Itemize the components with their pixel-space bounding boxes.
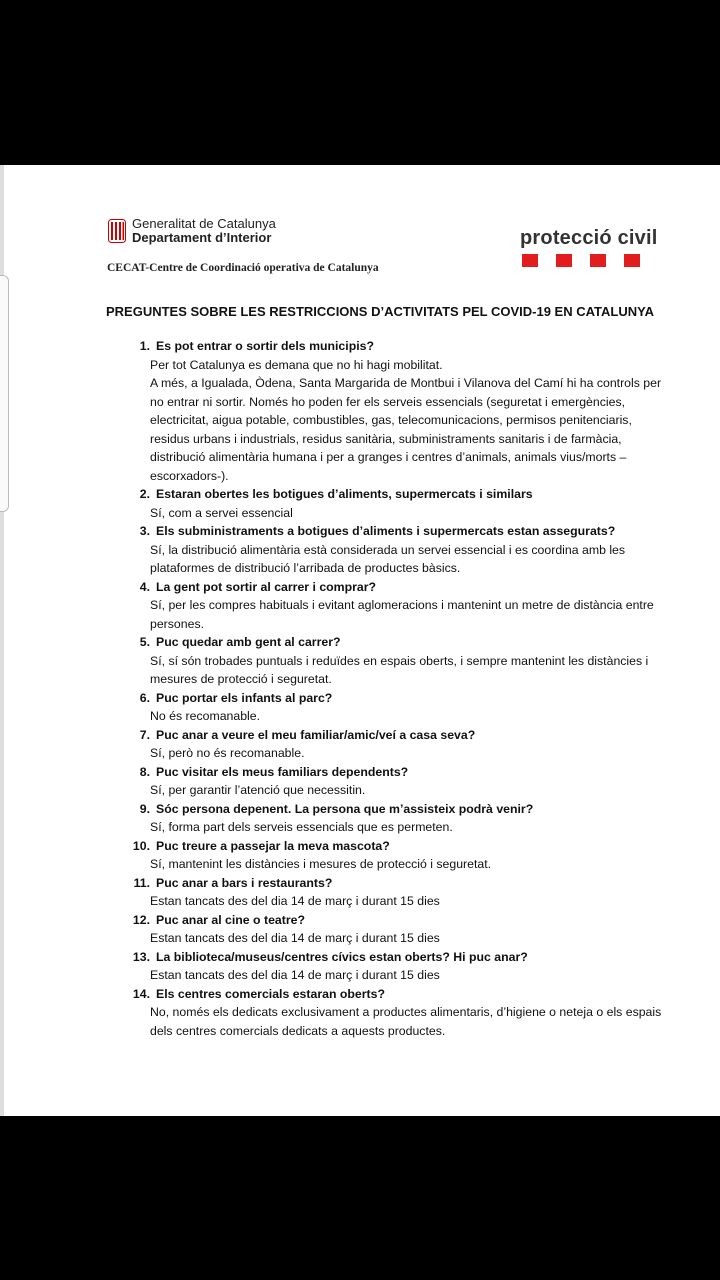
question — [130, 874, 662, 893]
answer-paragraph: Estan tancats des del dia 14 de març i durant 15 dies — [150, 968, 440, 982]
question-text: Sóc persona depenent. La persona que m’assisteix podrà venir? — [156, 801, 534, 816]
answer — [150, 781, 662, 800]
document-page — [0, 165, 720, 1116]
question-text: Puc anar a bars i restaurants? — [156, 875, 333, 890]
question-number: 9. — [139, 801, 150, 816]
answer — [150, 541, 662, 578]
answer-paragraph: Sí, per garantir l’atenció que necessitin. — [150, 783, 366, 797]
answer — [150, 596, 662, 633]
answer-paragraph: Sí, la distribució alimentària està considerada un servei essencial i es coordina amb les plataformes de distribució l’arribada de productes bàsics. — [150, 542, 626, 575]
cecat-header: CECAT-Centre de Coordinació operativa de Catalunya — [107, 262, 379, 274]
answer — [150, 966, 662, 985]
answer — [150, 855, 662, 874]
answer — [150, 744, 662, 763]
question-text: Es pot entrar o sortir dels municipis? — [156, 339, 374, 353]
proteccio-civil-logo — [520, 227, 658, 267]
question-number: 1. — [139, 339, 150, 353]
question-text: La gent pot sortir al carrer i comprar? — [156, 579, 377, 594]
catalan-flag-icon — [108, 219, 126, 243]
question-number: 8. — [139, 764, 150, 779]
question-text: Estaran obertes les botigues d’aliments, supermercats i similars — [156, 487, 533, 501]
answer — [150, 1003, 662, 1040]
question-list — [130, 337, 662, 1040]
question — [130, 485, 662, 504]
question — [130, 800, 662, 819]
answer-paragraph: No, només els dedicats exclusivament a productes alimentaris, d’higiene o neteja o els espais dels centres comercials dedicats a aquests productes. — [150, 1005, 662, 1038]
question-number: 2. — [139, 487, 150, 501]
answer-paragraph: A més, a Igualada, Òdena, Santa Margarida de Montbui i Vilanova del Camí hi ha controls per no entrar ni sortir. Només ho poden fer els serveis essencials (seguretat i emergències, electricitat, aigua potable, combustibles, gas, telecomunicacions, permisos penitenciaris, residus urbans i industrials, residus sanitària, subministraments sanitaris i de farmàcia, distribució alimentària humana i per a granges i centres d’animals, animals vius/morts – escorxadors-). — [150, 376, 662, 483]
answer-paragraph: Sí, per les compres habituals i evitant aglomeracions i mantenint un metre de distància entre persones. — [150, 598, 654, 631]
question-text: Puc anar a veure el meu familiar/amic/veí a casa seva? — [156, 727, 476, 742]
document-title: PREGUNTES SOBRE LES RESTRICCIONS D’ACTIVITATS PEL COVID-19 EN CATALUNYA — [106, 304, 654, 319]
question — [130, 633, 662, 652]
question-number: 10. — [132, 838, 150, 853]
question-number: 5. — [139, 635, 150, 649]
answer — [150, 652, 662, 689]
question — [130, 522, 662, 541]
question — [130, 837, 662, 856]
department-name: Departament d’Interior — [132, 230, 272, 245]
answer — [150, 929, 662, 948]
question-number: 14. — [132, 986, 150, 1001]
answer-paragraph: Estan tancats des del dia 14 de març i durant 15 dies — [150, 894, 440, 908]
question-text: Puc quedar amb gent al carrer? — [156, 635, 341, 649]
question-number: 3. — [139, 524, 150, 538]
question-text: Puc portar els infants al parc? — [156, 690, 333, 705]
generalitat-logo — [108, 217, 276, 245]
answer-paragraph: Sí, mantenint les distàncies i mesures de protecció i seguretat. — [150, 857, 492, 871]
question — [130, 948, 662, 967]
question-number: 4. — [139, 579, 150, 594]
answer-paragraph: Sí, però no és recomanable. — [150, 746, 305, 760]
question-text: Puc anar al cine o teatre? — [156, 912, 305, 927]
question-number: 6. — [139, 690, 150, 705]
answer — [150, 818, 662, 837]
question-text: La biblioteca/museus/centres cívics estan oberts? Hi puc anar? — [156, 949, 528, 964]
answer-paragraph: Sí, sí són trobades puntuals i reduïdes en espais oberts, i sempre mantenint les distàncies i mesures de protecció i seguretat. — [150, 653, 649, 686]
answer-paragraph: No és recomanable. — [150, 709, 261, 723]
question — [130, 985, 662, 1004]
question — [130, 689, 662, 708]
answer-paragraph: Estan tancats des del dia 14 de març i durant 15 dies — [150, 931, 440, 945]
question — [130, 578, 662, 597]
question — [130, 726, 662, 745]
question-text: Els centres comercials estaran oberts? — [156, 986, 385, 1001]
answer-paragraph: Per tot Catalunya es demana que no hi hagi mobilitat. — [150, 357, 443, 372]
question — [130, 911, 662, 930]
answer — [150, 707, 662, 726]
question-number: 12. — [132, 912, 150, 927]
question-text: Puc visitar els meus familiars dependents? — [156, 764, 409, 779]
question-number: 13. — [132, 949, 150, 964]
question-number: 7. — [139, 727, 150, 742]
question-text: Puc treure a passejar la meva mascota? — [156, 838, 390, 853]
generalitat-name: Generalitat de Catalunya — [132, 216, 276, 231]
red-squares-icon — [522, 254, 658, 267]
answer — [150, 892, 662, 911]
answer-paragraph: Sí, forma part dels serveis essencials que es permeten. — [150, 820, 453, 834]
question — [130, 337, 662, 356]
proteccio-civil-wordmark: protecció civil — [520, 227, 658, 249]
question — [130, 763, 662, 782]
answer — [150, 504, 662, 523]
answer — [150, 356, 662, 486]
answer-paragraph: Sí, com a servei essencial — [150, 505, 293, 520]
question-number: 11. — [133, 875, 150, 890]
question-text: Els subministraments a botigues d’aliments i supermercats estan assegurats? — [156, 524, 616, 538]
